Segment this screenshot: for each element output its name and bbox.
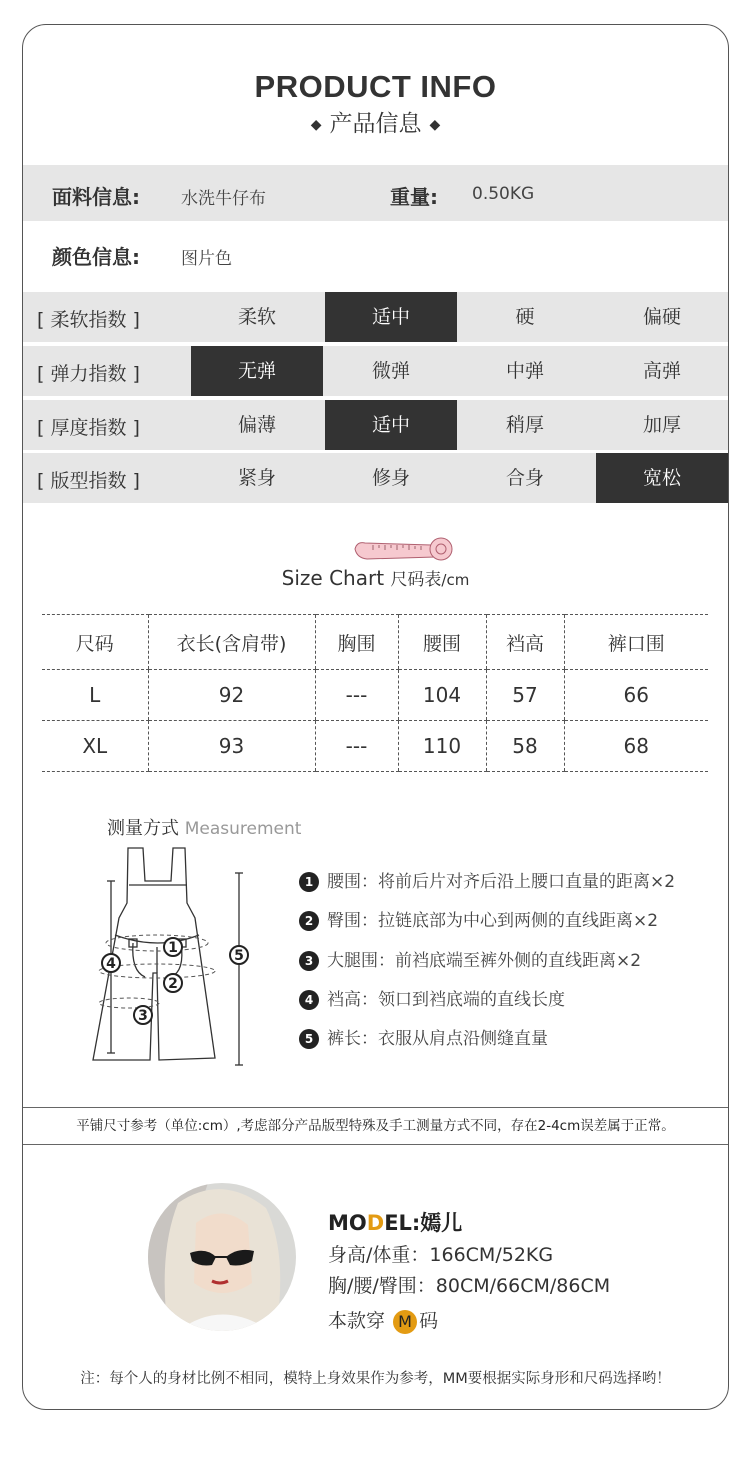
measurement-note [299,906,658,931]
measurement-note-text: 裆高：领口到裆底端的直线长度 [327,990,565,1010]
table-cell: XL [42,721,148,772]
model-size [328,1306,438,1334]
index-name: [ 弹力指数 ] [37,363,140,385]
measurement-note-text: 大腿围：前裆底端至裤外侧的直线距离×2 [327,951,642,971]
table-cell: 110 [398,721,486,772]
measurement-note [299,985,565,1010]
index-name: [ 厚度指数 ] [37,417,140,439]
measurement-note-text: 臀围：拉链底部为中心到两侧的直线距离×2 [327,911,659,931]
model-name-accent: D [366,1211,385,1235]
title-chinese-text: 产品信息 [329,111,422,137]
title-english: PRODUCT INFO [254,69,497,104]
marker-2: 2 [168,976,178,992]
fabric-info-row [23,165,728,221]
measuring-tape-icon [353,533,453,563]
marker-4: 4 [106,956,116,972]
size-chart-title-cn: 尺码表 [390,570,442,590]
index-row [23,346,728,396]
index-row [23,453,728,503]
table-header-cell: 胸围 [315,615,398,670]
model-name [328,1207,462,1237]
index-row [23,292,728,342]
table-row [42,670,708,721]
index-option: 合身 [505,467,544,489]
index-option-selected: 适中 [325,292,457,342]
number-badge-icon: 5 [299,1029,319,1049]
index-option: 偏硬 [642,306,681,328]
table-cell: 58 [486,721,564,772]
measurement-title-cn: 测量方式 [107,818,179,839]
marker-3: 3 [138,1008,148,1024]
marker-1: 1 [168,940,178,956]
index-option-selected: 无弹 [191,346,323,396]
index-option: 高弹 [642,360,681,382]
size-chart-unit: /cm [441,571,470,589]
index-option: 微弹 [371,360,410,382]
table-row [42,721,708,772]
number-badge-icon: 3 [299,951,319,971]
index-option: 加厚 [642,414,681,436]
number-badge-icon: 4 [299,990,319,1010]
weight-label: 重量: [390,185,438,209]
index-option: 修身 [371,467,410,489]
color-info-row [23,225,728,281]
measurement-title-en: Measurement [184,819,302,839]
index-option: 柔软 [237,306,276,328]
table-cell: 68 [564,721,708,772]
weight-value: 0.50KG [472,184,535,204]
size-badge: M [393,1310,417,1334]
table-cell: 104 [398,670,486,721]
index-name: [ 柔软指数 ] [37,309,140,331]
table-header-cell: 尺码 [42,615,148,670]
table-cell: 92 [148,670,315,721]
index-name: [ 版型指数 ] [37,470,140,492]
overalls-measurement-diagram [73,843,263,1073]
measurement-note-text: 裤长：衣服从肩点沿侧缝直量 [327,1029,548,1049]
index-option: 硬 [515,306,535,328]
fabric-value: 水洗牛仔布 [181,189,266,209]
model-avatar [148,1183,296,1331]
title-chinese [23,105,728,138]
table-cell: --- [315,670,398,721]
model-size-prefix: 本款穿 [328,1310,386,1332]
table-cell: 66 [564,670,708,721]
table-header-cell: 衣长(含肩带) [148,615,315,670]
measurement-note [299,867,675,892]
table-cell: 57 [486,670,564,721]
size-chart-title [23,565,728,590]
footnote: 注：每个人的身材比例不相同，模特上身效果作为参考，MM要根据实际身形和尺码选择哟！ [80,1371,671,1387]
diamond-icon: ◆ [310,116,322,133]
table-header-row [42,615,708,670]
index-option: 稍厚 [505,414,544,436]
color-label: 颜色信息: [52,245,140,269]
table-cell: 93 [148,721,315,772]
number-badge-icon: 2 [299,911,319,931]
diamond-icon: ◆ [429,116,441,133]
disclaimer: 平铺尺寸参考（单位:cm）,考虑部分产品版型特殊及手工测量方式不同，存在2-4cm误差属于正常。 [23,1107,728,1145]
model-name-part: MO [328,1211,367,1235]
measurement-title [107,814,301,840]
index-option: 偏薄 [237,414,276,436]
size-chart-title-en: Size Chart [281,566,385,590]
model-measurements: 胸/腰/臀围：80CM/66CM/86CM [328,1275,611,1297]
marker-5: 5 [234,948,244,964]
model-name-part: EL:嫣儿 [384,1211,463,1235]
measurement-note [299,1024,548,1049]
measurement-note-text: 腰围：将前后片对齐后沿上腰口直量的距离×2 [327,872,676,892]
table-header-cell: 腰围 [398,615,486,670]
table-header-cell: 裤口围 [564,615,708,670]
product-info-card [22,24,729,1410]
number-badge-icon: 1 [299,872,319,892]
fabric-label: 面料信息: [52,185,140,209]
color-value: 图片色 [181,249,232,269]
table-header-cell: 裆高 [486,615,564,670]
model-height-weight: 身高/体重：166CM/52KG [328,1244,554,1266]
index-option-selected: 适中 [325,400,457,450]
table-cell: L [42,670,148,721]
index-row [23,400,728,450]
table-cell: --- [315,721,398,772]
measurement-note [299,946,641,971]
size-table [42,614,708,772]
index-option: 中弹 [505,360,544,382]
index-option: 紧身 [237,467,276,489]
index-option-selected: 宽松 [596,453,728,503]
model-size-suffix: 码 [419,1310,439,1332]
